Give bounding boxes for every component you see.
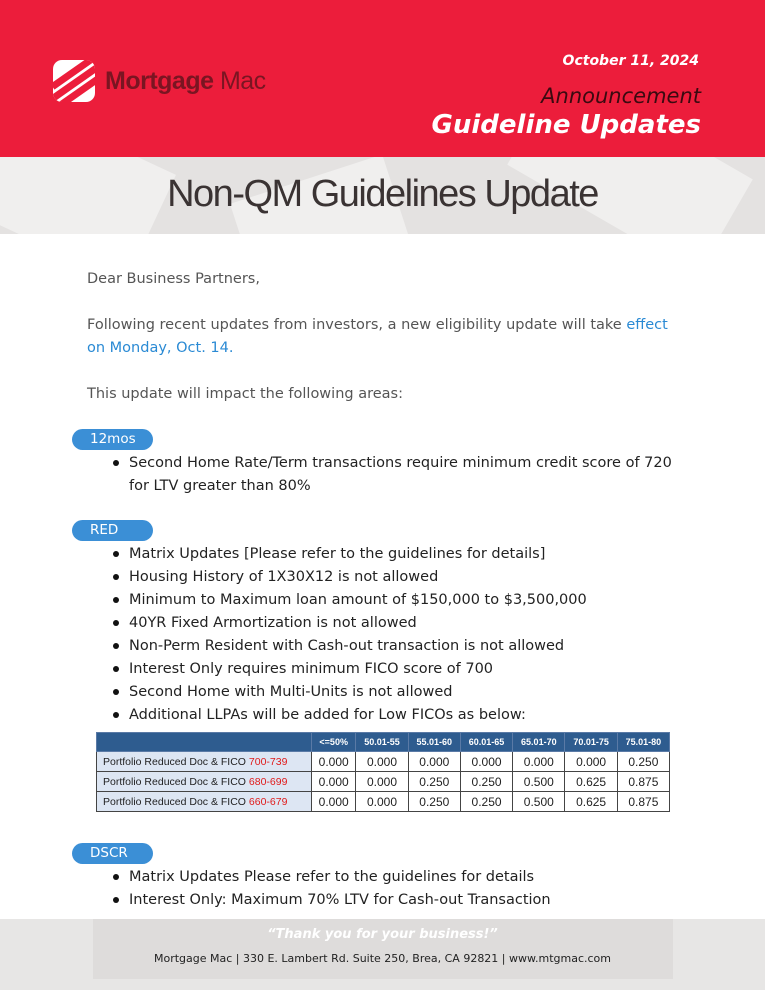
llpa-table — [96, 732, 670, 812]
list-item: Non-Perm Resident with Cash-out transaction is not allowed — [111, 635, 691, 658]
table-cell: 0.000 — [356, 752, 408, 772]
table-cell: 0.000 — [312, 772, 356, 792]
list-item: Matrix Updates Please refer to the guidelines for details — [111, 866, 691, 889]
header-band — [0, 0, 765, 157]
section-tag-12mos: 12mos — [72, 429, 153, 450]
table-cell: 0.000 — [565, 752, 617, 772]
table-cell: 0.250 — [408, 792, 460, 812]
footer-address: Mortgage Mac | 330 E. Lambert Rd. Suite 250, Brea, CA 92821 | www.mtgmac.com — [153, 952, 611, 965]
greeting: Dear Business Partners, — [87, 271, 260, 287]
table-cell: 0.000 — [356, 772, 408, 792]
list-item: 40YR Fixed Armortization is not allowed — [111, 612, 691, 635]
table-cell: 0.500 — [513, 772, 565, 792]
bullet-list-red — [111, 543, 691, 727]
footer — [0, 919, 765, 990]
row-label: Portfolio Reduced Doc & FICO 700-739 — [97, 752, 312, 772]
table-row — [97, 752, 670, 772]
list-item: Minimum to Maximum loan amount of $150,000 to $3,500,000 — [111, 589, 691, 612]
logo-mark-icon — [53, 60, 95, 102]
column-header: 60.01-65 — [460, 733, 512, 752]
table-cell: 0.500 — [513, 792, 565, 812]
table-row — [97, 792, 670, 812]
table-cell: 0.000 — [513, 752, 565, 772]
list-item: Housing History of 1X30X12 is not allowed — [111, 566, 691, 589]
table-cell: 0.000 — [460, 752, 512, 772]
bullet-list-dscr — [111, 866, 691, 912]
table-row — [97, 772, 670, 792]
section-tag-red: RED — [72, 520, 153, 541]
announcement-title: Guideline Updates — [431, 110, 701, 140]
thank-you-note: “Thank you for your business!” — [267, 927, 498, 942]
announcement-date: October 11, 2024 — [562, 53, 699, 69]
list-item: Second Home Rate/Term transactions require minimum credit score of 720 for LTV greater than 80% — [111, 452, 691, 498]
row-label: Portfolio Reduced Doc & FICO 680-699 — [97, 772, 312, 792]
table-cell: 0.000 — [408, 752, 460, 772]
table-header-row — [97, 733, 670, 752]
list-item: Interest Only requires minimum FICO score of 700 — [111, 658, 691, 681]
table-cell: 0.250 — [460, 792, 512, 812]
bullet-list-12mos — [111, 452, 691, 498]
company-logo — [53, 60, 266, 102]
table-cell: 0.250 — [460, 772, 512, 792]
list-item: Second Home with Multi-Units is not allowed — [111, 681, 691, 704]
column-header: 50.01-55 — [356, 733, 408, 752]
column-header: 65.01-70 — [513, 733, 565, 752]
column-header: <=50% — [312, 733, 356, 752]
table-cell: 0.000 — [312, 792, 356, 812]
table-cell: 0.875 — [617, 772, 669, 792]
column-header — [97, 733, 312, 752]
table-cell: 0.625 — [565, 772, 617, 792]
announcement-label: Announcement — [541, 84, 701, 108]
page-title: Non-QM Guidelines Update — [167, 173, 598, 215]
section-tag-dscr: DSCR — [72, 843, 153, 864]
list-item: Interest Only: Maximum 70% LTV for Cash-out Transaction — [111, 889, 691, 912]
table-cell: 0.250 — [617, 752, 669, 772]
title-banner — [0, 157, 765, 234]
column-header: 75.01-80 — [617, 733, 669, 752]
table-cell: 0.875 — [617, 792, 669, 812]
intro-paragraph: Following recent updates from investors, a new eligibility update will take effect on Monday, Oct. 14. — [87, 317, 668, 356]
table-cell: 0.000 — [312, 752, 356, 772]
column-header: 55.01-60 — [408, 733, 460, 752]
list-item: Matrix Updates [Please refer to the guidelines for details] — [111, 543, 691, 566]
table-cell: 0.250 — [408, 772, 460, 792]
logo-wordmark: Mortgage Mac — [105, 66, 266, 95]
effective-date-link[interactable]: effect on Monday, Oct. 14 — [87, 317, 668, 356]
impact-statement: This update will impact the following areas: — [87, 386, 403, 402]
row-label: Portfolio Reduced Doc & FICO 660-679 — [97, 792, 312, 812]
table-cell: 0.625 — [565, 792, 617, 812]
column-header: 70.01-75 — [565, 733, 617, 752]
list-item: Additional LLPAs will be added for Low FICOs as below: — [111, 704, 691, 727]
table-cell: 0.000 — [356, 792, 408, 812]
